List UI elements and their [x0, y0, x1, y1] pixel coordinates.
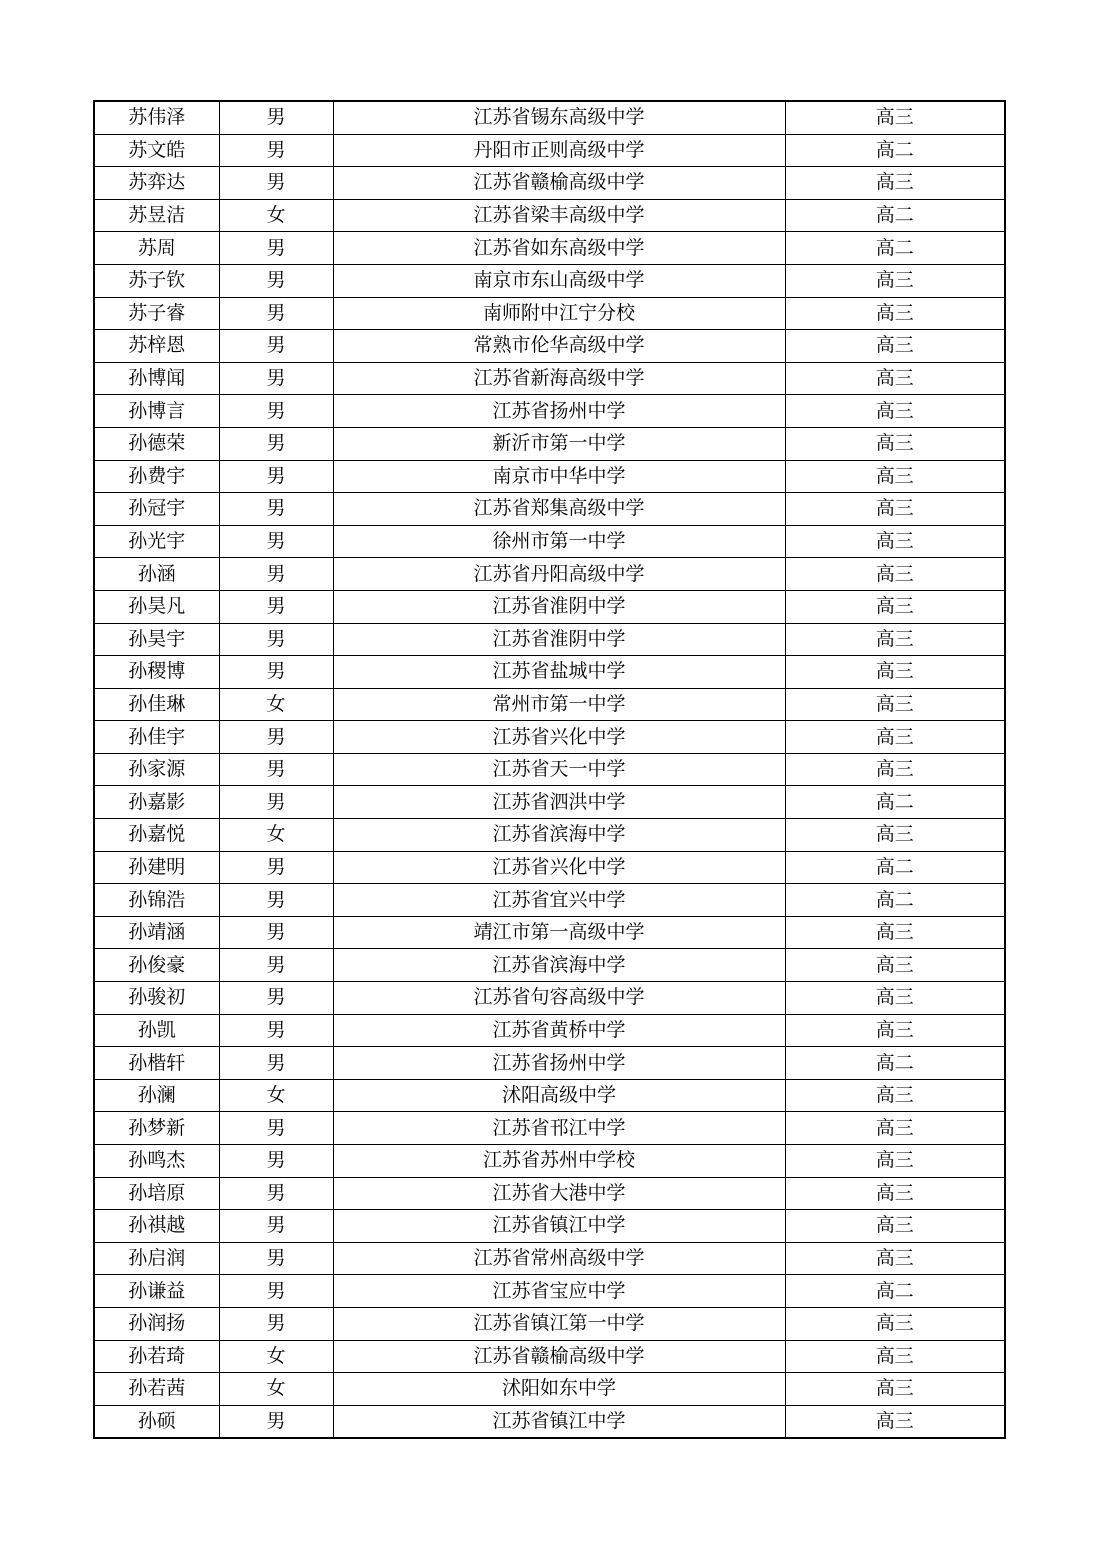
student-name-cell: 苏梓恩	[94, 330, 219, 363]
table-row	[94, 1047, 1005, 1080]
table-row	[94, 721, 1005, 754]
student-name-cell: 孙鸣杰	[94, 1145, 219, 1178]
school-cell: 江苏省宜兴中学	[333, 884, 785, 917]
table-row	[94, 884, 1005, 917]
gender-cell: 男	[219, 949, 333, 982]
table-row	[94, 786, 1005, 819]
gender-cell: 女	[219, 1340, 333, 1373]
table-row	[94, 656, 1005, 689]
table-row	[94, 1307, 1005, 1340]
student-name-cell: 孙冠宇	[94, 493, 219, 526]
student-name-cell: 孙启润	[94, 1242, 219, 1275]
student-name-cell: 孙博闻	[94, 362, 219, 395]
grade-cell: 高三	[785, 1079, 1005, 1112]
student-name-cell: 苏子钦	[94, 264, 219, 297]
school-cell: 南师附中江宁分校	[333, 297, 785, 330]
student-name-cell: 苏弈达	[94, 167, 219, 200]
student-name-cell: 孙培原	[94, 1177, 219, 1210]
table-row	[94, 330, 1005, 363]
table-row	[94, 916, 1005, 949]
table-row	[94, 1145, 1005, 1178]
grade-cell: 高三	[785, 558, 1005, 591]
gender-cell: 男	[219, 786, 333, 819]
school-cell: 江苏省黄桥中学	[333, 1014, 785, 1047]
student-name-cell: 孙梦新	[94, 1112, 219, 1145]
table-row	[94, 427, 1005, 460]
student-name-cell: 孙费宇	[94, 460, 219, 493]
school-cell: 江苏省锡东高级中学	[333, 101, 785, 134]
grade-cell: 高二	[785, 232, 1005, 265]
table-row	[94, 1340, 1005, 1373]
table-row	[94, 525, 1005, 558]
table-row	[94, 101, 1005, 134]
school-cell: 江苏省天一中学	[333, 753, 785, 786]
table-row	[94, 590, 1005, 623]
school-cell: 南京市东山高级中学	[333, 264, 785, 297]
table-row	[94, 1014, 1005, 1047]
school-cell: 江苏省新海高级中学	[333, 362, 785, 395]
roster-body	[94, 101, 1005, 1438]
school-cell: 江苏省常州高级中学	[333, 1242, 785, 1275]
school-cell: 江苏省邗江中学	[333, 1112, 785, 1145]
school-cell: 新沂市第一中学	[333, 427, 785, 460]
table-row	[94, 134, 1005, 167]
student-name-cell: 孙佳宇	[94, 721, 219, 754]
grade-cell: 高三	[785, 656, 1005, 689]
student-name-cell: 孙昊宇	[94, 623, 219, 656]
school-cell: 江苏省镇江中学	[333, 1405, 785, 1438]
grade-cell: 高三	[785, 590, 1005, 623]
student-name-cell: 孙硕	[94, 1405, 219, 1438]
grade-cell: 高三	[785, 753, 1005, 786]
school-cell: 丹阳市正则高级中学	[333, 134, 785, 167]
grade-cell: 高三	[785, 1112, 1005, 1145]
school-cell: 江苏省泗洪中学	[333, 786, 785, 819]
gender-cell: 男	[219, 1210, 333, 1243]
gender-cell: 男	[219, 1177, 333, 1210]
grade-cell: 高三	[785, 982, 1005, 1015]
gender-cell: 男	[219, 884, 333, 917]
student-name-cell: 孙楷轩	[94, 1047, 219, 1080]
grade-cell: 高三	[785, 623, 1005, 656]
school-cell: 徐州市第一中学	[333, 525, 785, 558]
grade-cell: 高三	[785, 949, 1005, 982]
school-cell: 江苏省淮阴中学	[333, 623, 785, 656]
grade-cell: 高三	[785, 1307, 1005, 1340]
student-name-cell: 孙锦浩	[94, 884, 219, 917]
school-cell: 江苏省苏州中学校	[333, 1145, 785, 1178]
grade-cell: 高三	[785, 525, 1005, 558]
grade-cell: 高三	[785, 721, 1005, 754]
gender-cell: 男	[219, 101, 333, 134]
gender-cell: 男	[219, 1307, 333, 1340]
school-cell: 沭阳如东中学	[333, 1373, 785, 1406]
table-row	[94, 264, 1005, 297]
school-cell: 江苏省郑集高级中学	[333, 493, 785, 526]
grade-cell: 高三	[785, 460, 1005, 493]
gender-cell: 男	[219, 362, 333, 395]
gender-cell: 女	[219, 688, 333, 721]
gender-cell: 男	[219, 656, 333, 689]
table-row	[94, 851, 1005, 884]
grade-cell: 高三	[785, 167, 1005, 200]
school-cell: 江苏省兴化中学	[333, 721, 785, 754]
school-cell: 江苏省镇江中学	[333, 1210, 785, 1243]
student-name-cell: 孙谦益	[94, 1275, 219, 1308]
gender-cell: 男	[219, 851, 333, 884]
table-row	[94, 558, 1005, 591]
grade-cell: 高三	[785, 427, 1005, 460]
table-row	[94, 982, 1005, 1015]
school-cell: 江苏省镇江第一中学	[333, 1307, 785, 1340]
student-name-cell: 孙家源	[94, 753, 219, 786]
gender-cell: 男	[219, 982, 333, 1015]
table-row	[94, 753, 1005, 786]
grade-cell: 高三	[785, 395, 1005, 428]
table-row	[94, 1405, 1005, 1438]
grade-cell: 高三	[785, 101, 1005, 134]
grade-cell: 高二	[785, 851, 1005, 884]
school-cell: 沭阳高级中学	[333, 1079, 785, 1112]
school-cell: 江苏省盐城中学	[333, 656, 785, 689]
school-cell: 南京市中华中学	[333, 460, 785, 493]
school-cell: 江苏省赣榆高级中学	[333, 1340, 785, 1373]
gender-cell: 男	[219, 264, 333, 297]
student-name-cell: 孙若琦	[94, 1340, 219, 1373]
student-name-cell: 孙祺越	[94, 1210, 219, 1243]
student-name-cell: 孙德荣	[94, 427, 219, 460]
table-row	[94, 199, 1005, 232]
table-row	[94, 297, 1005, 330]
table-row	[94, 1373, 1005, 1406]
student-name-cell: 苏昱洁	[94, 199, 219, 232]
gender-cell: 男	[219, 1275, 333, 1308]
table-row	[94, 819, 1005, 852]
grade-cell: 高三	[785, 819, 1005, 852]
grade-cell: 高三	[785, 1210, 1005, 1243]
grade-cell: 高三	[785, 916, 1005, 949]
gender-cell: 男	[219, 134, 333, 167]
table-row	[94, 623, 1005, 656]
grade-cell: 高二	[785, 884, 1005, 917]
table-row	[94, 1210, 1005, 1243]
school-cell: 江苏省滨海中学	[333, 819, 785, 852]
school-cell: 江苏省赣榆高级中学	[333, 167, 785, 200]
school-cell: 常熟市伦华高级中学	[333, 330, 785, 363]
gender-cell: 男	[219, 1112, 333, 1145]
student-name-cell: 孙凯	[94, 1014, 219, 1047]
gender-cell: 男	[219, 590, 333, 623]
grade-cell: 高三	[785, 1145, 1005, 1178]
grade-cell: 高三	[785, 330, 1005, 363]
grade-cell: 高三	[785, 688, 1005, 721]
gender-cell: 女	[219, 199, 333, 232]
student-name-cell: 孙若茜	[94, 1373, 219, 1406]
gender-cell: 男	[219, 558, 333, 591]
grade-cell: 高三	[785, 1014, 1005, 1047]
grade-cell: 高二	[785, 1047, 1005, 1080]
gender-cell: 男	[219, 623, 333, 656]
student-roster-table	[93, 100, 1006, 1439]
grade-cell: 高二	[785, 134, 1005, 167]
grade-cell: 高三	[785, 362, 1005, 395]
student-name-cell: 孙昊凡	[94, 590, 219, 623]
student-name-cell: 孙稷博	[94, 656, 219, 689]
gender-cell: 男	[219, 753, 333, 786]
grade-cell: 高三	[785, 264, 1005, 297]
gender-cell: 男	[219, 525, 333, 558]
gender-cell: 男	[219, 167, 333, 200]
grade-cell: 高二	[785, 1275, 1005, 1308]
grade-cell: 高三	[785, 297, 1005, 330]
grade-cell: 高三	[785, 1340, 1005, 1373]
gender-cell: 男	[219, 232, 333, 265]
gender-cell: 男	[219, 493, 333, 526]
grade-cell: 高二	[785, 786, 1005, 819]
gender-cell: 男	[219, 297, 333, 330]
student-name-cell: 孙佳琳	[94, 688, 219, 721]
table-row	[94, 1242, 1005, 1275]
table-row	[94, 1177, 1005, 1210]
table-row	[94, 493, 1005, 526]
student-name-cell: 苏周	[94, 232, 219, 265]
student-name-cell: 孙博言	[94, 395, 219, 428]
school-cell: 江苏省丹阳高级中学	[333, 558, 785, 591]
table-row	[94, 1275, 1005, 1308]
school-cell: 江苏省淮阴中学	[333, 590, 785, 623]
table-row	[94, 1112, 1005, 1145]
table-row	[94, 460, 1005, 493]
school-cell: 江苏省大港中学	[333, 1177, 785, 1210]
school-cell: 江苏省梁丰高级中学	[333, 199, 785, 232]
gender-cell: 女	[219, 1373, 333, 1406]
gender-cell: 女	[219, 1079, 333, 1112]
grade-cell: 高三	[785, 493, 1005, 526]
student-name-cell: 孙涵	[94, 558, 219, 591]
grade-cell: 高三	[785, 1242, 1005, 1275]
student-name-cell: 孙俊豪	[94, 949, 219, 982]
student-name-cell: 孙骏初	[94, 982, 219, 1015]
gender-cell: 男	[219, 916, 333, 949]
gender-cell: 男	[219, 1145, 333, 1178]
table-row	[94, 688, 1005, 721]
grade-cell: 高二	[785, 199, 1005, 232]
table-row	[94, 232, 1005, 265]
gender-cell: 男	[219, 1242, 333, 1275]
table-row	[94, 395, 1005, 428]
gender-cell: 男	[219, 1405, 333, 1438]
student-name-cell: 孙嘉悦	[94, 819, 219, 852]
school-cell: 江苏省如东高级中学	[333, 232, 785, 265]
student-name-cell: 孙建明	[94, 851, 219, 884]
table-row	[94, 949, 1005, 982]
school-cell: 江苏省宝应中学	[333, 1275, 785, 1308]
student-name-cell: 孙光宇	[94, 525, 219, 558]
table-row	[94, 167, 1005, 200]
school-cell: 江苏省句容高级中学	[333, 982, 785, 1015]
student-name-cell: 孙润扬	[94, 1307, 219, 1340]
gender-cell: 男	[219, 1014, 333, 1047]
student-name-cell: 苏文皓	[94, 134, 219, 167]
grade-cell: 高三	[785, 1405, 1005, 1438]
student-name-cell: 孙澜	[94, 1079, 219, 1112]
student-name-cell: 苏子睿	[94, 297, 219, 330]
gender-cell: 男	[219, 330, 333, 363]
school-cell: 江苏省兴化中学	[333, 851, 785, 884]
gender-cell: 女	[219, 819, 333, 852]
school-cell: 江苏省滨海中学	[333, 949, 785, 982]
student-name-cell: 孙靖涵	[94, 916, 219, 949]
gender-cell: 男	[219, 1047, 333, 1080]
grade-cell: 高三	[785, 1177, 1005, 1210]
student-name-cell: 苏伟泽	[94, 101, 219, 134]
student-name-cell: 孙嘉影	[94, 786, 219, 819]
grade-cell: 高三	[785, 1373, 1005, 1406]
school-cell: 江苏省扬州中学	[333, 1047, 785, 1080]
school-cell: 江苏省扬州中学	[333, 395, 785, 428]
school-cell: 靖江市第一高级中学	[333, 916, 785, 949]
gender-cell: 男	[219, 460, 333, 493]
school-cell: 常州市第一中学	[333, 688, 785, 721]
gender-cell: 男	[219, 721, 333, 754]
gender-cell: 男	[219, 395, 333, 428]
table-row	[94, 1079, 1005, 1112]
gender-cell: 男	[219, 427, 333, 460]
table-row	[94, 362, 1005, 395]
